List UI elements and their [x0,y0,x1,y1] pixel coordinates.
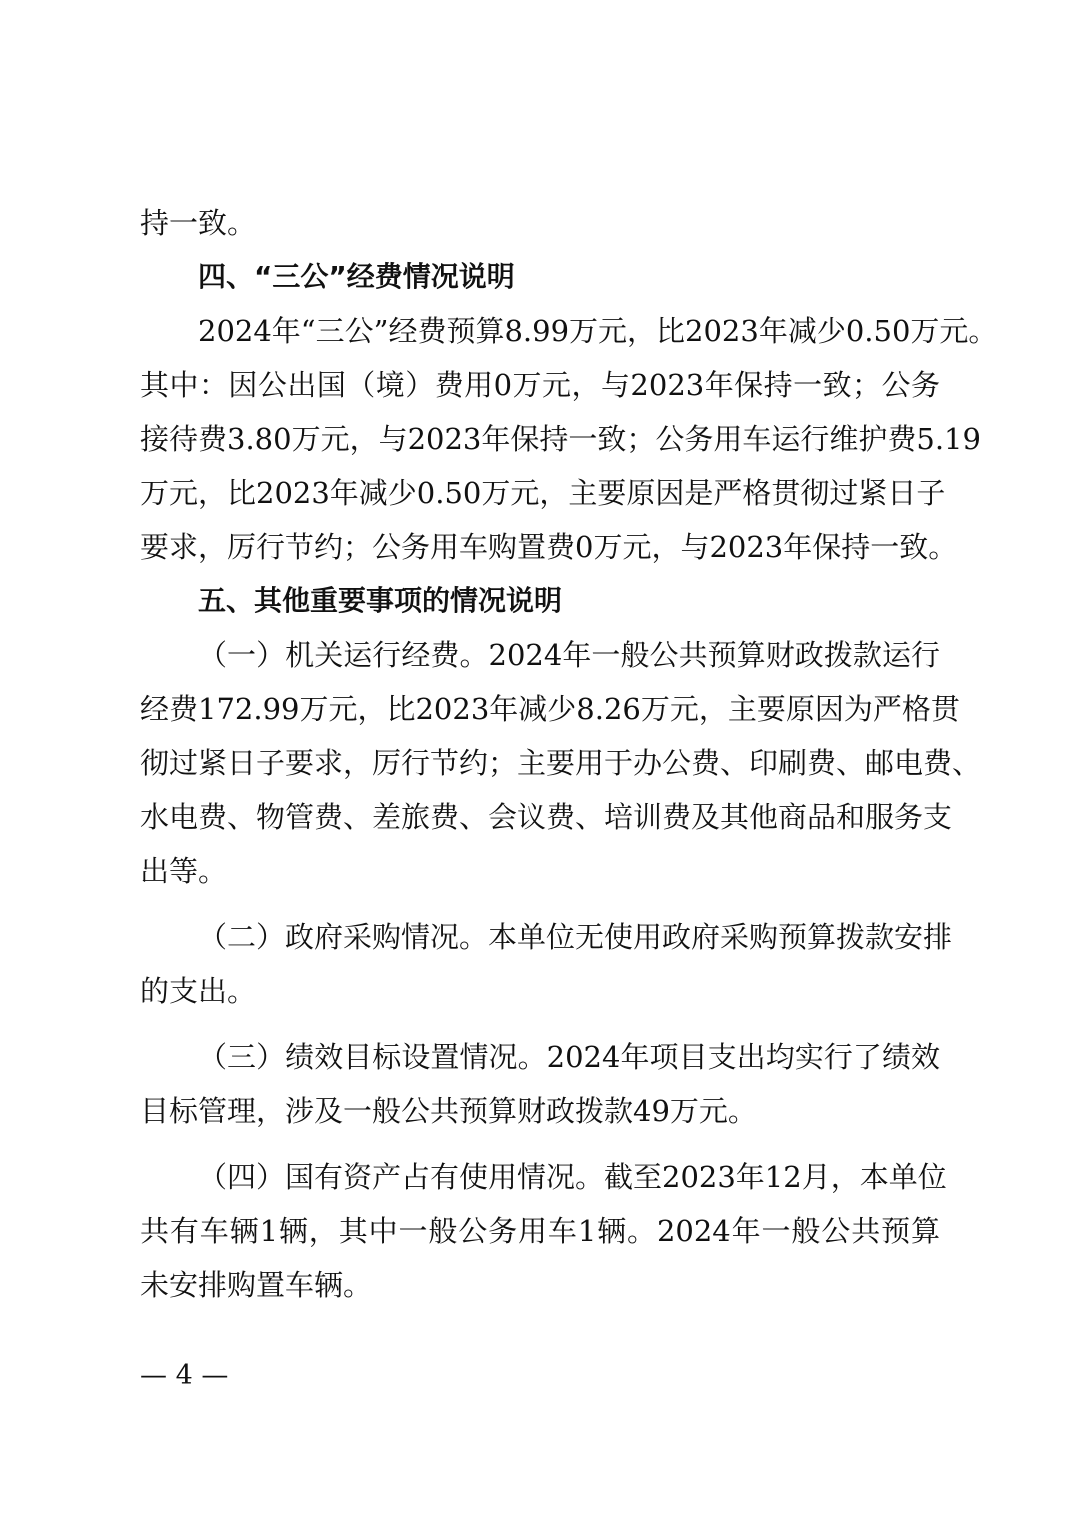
paragraph-line: 彻过紧日子要求，厉行节约；主要用于办公费、印刷费、邮电费、 [140,746,982,780]
paragraph-line: 经费172.99万元，比2023年减少8.26万元，主要原因为严格贯 [140,692,960,726]
paragraph-line: （三）绩效目标设置情况。2024年项目支出均实行了绩效 [198,1040,940,1074]
paragraph-line: 出等。 [140,854,228,888]
paragraph-line: 持一致。 [140,206,257,240]
paragraph-line: 要求，厉行节约；公务用车购置费0万元，与2023年保持一致。 [140,530,958,564]
paragraph-line: 未安排购置车辆。 [140,1268,373,1302]
page-number: — 4 — [140,1360,229,1391]
document-body [140,196,998,1312]
paragraph-line: 接待费3.80万元，与2023年保持一致；公务用车运行维护费5.19 [140,422,981,456]
paragraph-line: 万元，比2023年减少0.50万元，主要原因是严格贯彻过紧日子 [140,476,946,510]
paragraph-line: 2024年“三公”经费预算8.99万元，比2023年减少0.50万元。 [198,314,998,348]
paragraph-line: （二）政府采购情况。本单位无使用政府采购预算拨款安排 [198,920,953,954]
paragraph-line: （四）国有资产占有使用情况。截至2023年12月，本单位 [198,1160,947,1194]
paragraph-line: 共有车辆1辆，其中一般公务用车1辆。2024年一般公共预算 [140,1214,940,1248]
paragraph-line: 其中：因公出国（境）费用0万元，与2023年保持一致；公务 [140,368,940,402]
section-heading-four: 四、“三公”经费情况说明 [198,260,515,293]
section-heading-five: 五、其他重要事项的情况说明 [198,584,563,617]
paragraph-line: 水电费、物管费、差旅费、会议费、培训费及其他商品和服务支 [140,800,953,834]
paragraph-line: （一）机关运行经费。2024年一般公共预算财政拨款运行 [198,638,940,672]
paragraph-line: 目标管理，涉及一般公共预算财政拨款49万元。 [140,1094,757,1128]
paragraph-line: 的支出。 [140,974,257,1008]
